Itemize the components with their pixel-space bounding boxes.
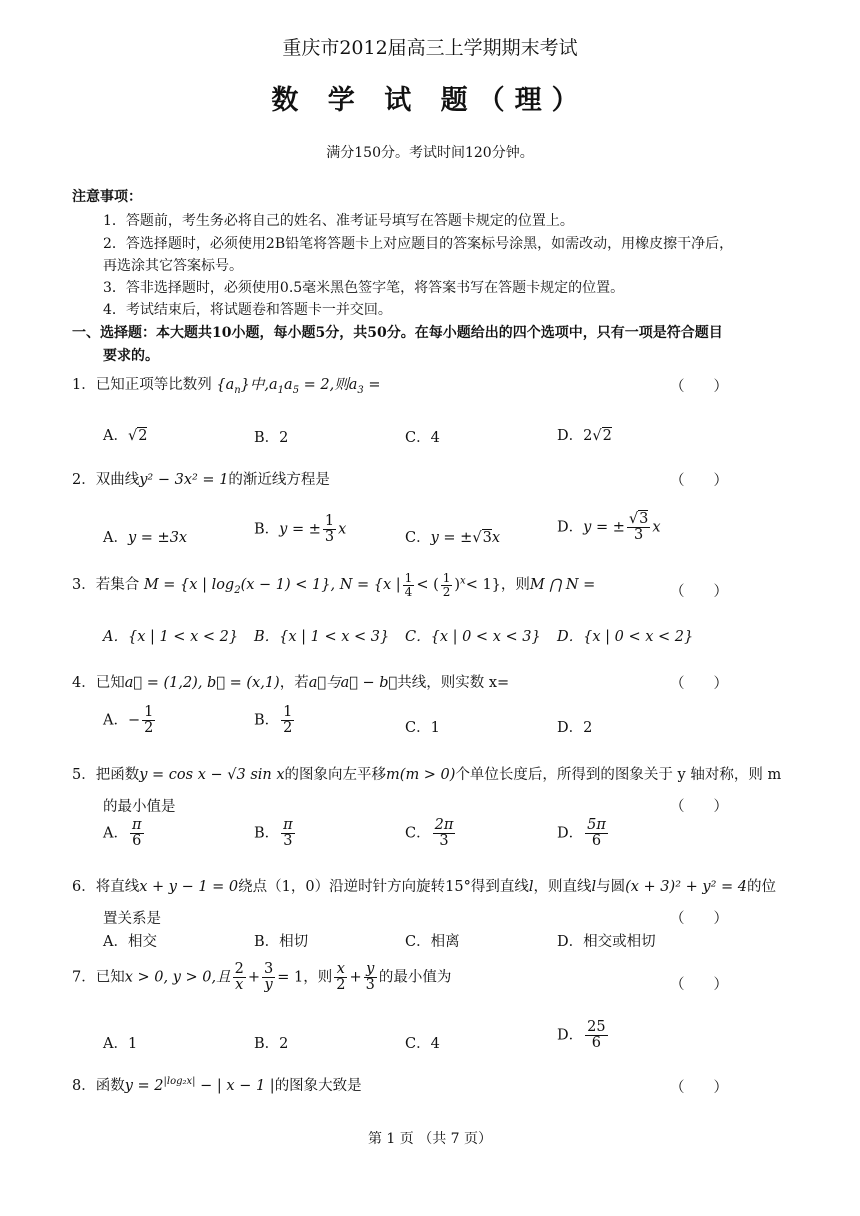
note-item: 再选涂其它答案标号。 xyxy=(103,258,243,274)
option-a: A．1 xyxy=(103,1036,138,1052)
question-2: 2．双曲线y² − 3x² = 1的渐近线方程是 xyxy=(72,472,330,488)
option-c: C．y = ±√3x xyxy=(405,530,500,546)
option-b: B．2 xyxy=(254,430,289,446)
option-d: D．2 xyxy=(557,720,593,736)
question-3: 3．若集合 M = {x | $\log_2(x - 1) < 1$}, N = {x | $\frac{1}{4}$ < ( $\frac{1}{2}$ )$^x$< 1}，则M ⋂ N = xyxy=(72,571,596,599)
question-6: 6．将直线x + y − 1 = 0绕点（1，0）沿逆时针方向旋转15°得到直线l，则直线l与圆(x + 3)² + y² = 4的位 xyxy=(72,879,776,895)
option-c: C．{x | 0 < x < 3} xyxy=(405,629,541,645)
option-d: D． $\frac{5\pi}{6}$ xyxy=(557,817,606,850)
note-item: 1．答题前，考生务必将自己的姓名、准考证号填写在答题卡规定的位置上。 xyxy=(103,213,574,229)
answer-parens: （ ） xyxy=(670,977,728,993)
option-a: A．相交 xyxy=(103,934,157,950)
question-6-cont: 置关系是 xyxy=(103,911,161,927)
option-a: A．y = ±3x xyxy=(103,530,188,546)
option-b: B．2 xyxy=(254,1036,289,1052)
option-c: C． $\frac{2\pi}{3}$ xyxy=(405,817,454,850)
answer-parens: （ ） xyxy=(670,473,728,489)
exam-title: 重庆市2012届高三上学期期末考试 xyxy=(282,37,578,59)
answer-parens: （ ） xyxy=(670,1080,728,1096)
option-d: D． $\frac{25}{6}$ xyxy=(557,1019,606,1052)
note-item: 3．答非选择题时，必须使用0.5毫米黑色签字笔，将答案书写在答题卡规定的位置。 xyxy=(103,280,625,296)
option-b: B．y = ± $\frac{1}{3}$ x xyxy=(254,513,347,546)
question-5-cont: 的最小值是 xyxy=(103,799,176,815)
answer-parens: （ ） xyxy=(670,584,728,600)
answer-parens: （ ） xyxy=(670,379,728,395)
option-a: A．− $\frac{1}{2}$ xyxy=(103,704,154,737)
option-b: B． $\frac{1}{2}$ xyxy=(254,704,293,737)
notes-heading: 注意事项： xyxy=(72,189,142,205)
answer-parens: （ ） xyxy=(670,799,728,815)
question-4: 4．已知a⃗ = (1,2), b⃗ = (x,1)，若a⃗与a⃗ − b⃗共线，则实数 x= xyxy=(72,675,510,691)
question-8: 8．函数$y = 2^{|log_2x|}$ − | x − 1 |的图象大致是 xyxy=(72,1076,362,1094)
exam-info: 满分150分。考试时间120分钟。 xyxy=(326,145,534,161)
question-1: 1．已知正项等比数列 $\{a_n\}$中$,a_1a_5 = 2$,则$a_3$ = xyxy=(72,377,381,396)
section-heading-cont: 要求的。 xyxy=(103,348,159,364)
question-5: 5．把函数y = cos x − √3 sin x的图象向左平移m(m > 0)个单位长度后，所得到的图象关于 y 轴对称，则 m xyxy=(72,767,782,783)
option-c: C．4 xyxy=(405,1036,440,1052)
option-a: A．√2 xyxy=(103,428,148,444)
option-c: C．4 xyxy=(405,430,440,446)
option-b: B．相切 xyxy=(254,934,309,950)
note-item: 2．答选择题时，必须使用2B铅笔将答题卡上对应题目的答案标号涂黑，如需改动，用橡皮擦干净后， xyxy=(103,236,734,252)
option-a: A． $\frac{\pi}{6}$ xyxy=(103,817,142,850)
answer-parens: （ ） xyxy=(670,676,728,692)
page-footer: 第 1 页 （共 7 页） xyxy=(367,1131,493,1147)
option-d: D．2√2 xyxy=(557,428,612,444)
option-d: D．{x | 0 < x < 2} xyxy=(557,629,694,645)
option-d: D．y = ± $\frac{√3}{3}$ x xyxy=(557,511,661,544)
option-c: C．相离 xyxy=(405,934,460,950)
option-b: B．{x | 1 < x < 3} xyxy=(254,629,390,645)
option-a: A．{x | 1 < x < 2} xyxy=(103,629,239,645)
section-heading: 一、选择题：本大题共10小题，每小题5分，共50分。在每小题给出的四个选项中，只有一项是符合题目 xyxy=(72,325,723,341)
option-c: C．1 xyxy=(405,720,440,736)
option-d: D．相交或相切 xyxy=(557,934,656,950)
note-item: 4．考试结束后，将试题卷和答题卡一并交回。 xyxy=(103,302,392,318)
exam-subtitle: 数 学 试 题（理） xyxy=(271,85,589,116)
question-7: 7．已知x > 0, y > 0,且 $\frac{2}{x}$ + $\frac{3}{y}$ = 1，则 $\frac{x}{2}$ + $\frac{y}{3}$ 的最小值为 xyxy=(72,961,452,994)
option-b: B． $\frac{\pi}{3}$ xyxy=(254,817,293,850)
answer-parens: （ ） xyxy=(670,911,728,927)
